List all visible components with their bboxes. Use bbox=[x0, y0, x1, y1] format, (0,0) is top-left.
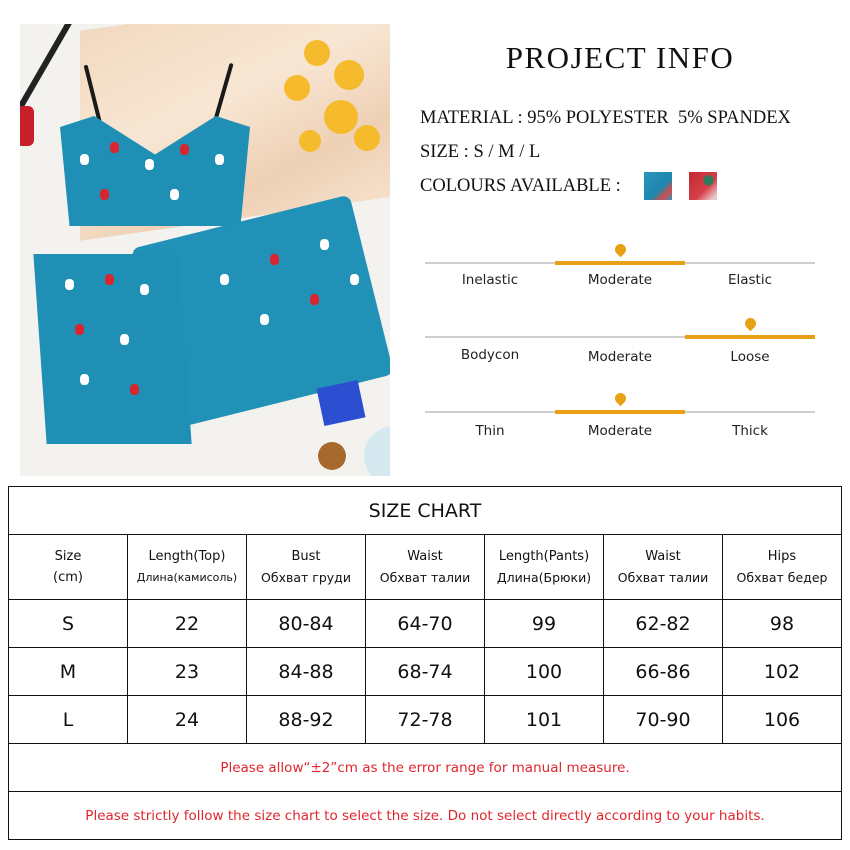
table-cell: M bbox=[9, 648, 128, 696]
table-cell: 62-82 bbox=[604, 600, 723, 648]
table-cell: 88-92 bbox=[247, 696, 366, 744]
measurement-error-note: Please allow“±2”cm as the error range for manual measure. bbox=[9, 744, 842, 792]
table-cell: 72-78 bbox=[366, 696, 485, 744]
location-pin-icon bbox=[613, 391, 629, 407]
size-chart bbox=[8, 486, 842, 840]
pinecone-decoration bbox=[318, 442, 346, 470]
scale-active-segment bbox=[685, 335, 815, 339]
table-cell: 100 bbox=[485, 648, 604, 696]
table-cell: 101 bbox=[485, 696, 604, 744]
table-cell: 64-70 bbox=[366, 600, 485, 648]
scale-active-segment bbox=[555, 261, 685, 265]
table-row-l bbox=[9, 696, 842, 744]
product-photo bbox=[20, 24, 390, 476]
fit-scale bbox=[425, 316, 815, 376]
scale-label: Inelastic bbox=[461, 272, 519, 288]
thickness-scale bbox=[425, 390, 815, 450]
size-label: SIZE : bbox=[420, 142, 474, 162]
table-cell: 66-86 bbox=[604, 648, 723, 696]
yellow-leaves-decoration bbox=[264, 30, 384, 180]
column-header-size: Size (cm) bbox=[9, 535, 128, 600]
project-info-title: PROJECT INFO bbox=[505, 40, 735, 75]
table-row-s bbox=[9, 600, 842, 648]
table-row-m bbox=[9, 648, 842, 696]
colour-swatch-blue[interactable] bbox=[644, 172, 672, 200]
column-header-length-top: Length(Top) Длина(камисоль) bbox=[128, 535, 247, 600]
table-header-row bbox=[9, 535, 842, 600]
table-cell: 24 bbox=[128, 696, 247, 744]
material-info bbox=[420, 108, 791, 129]
column-header-bust: Bust Обхват груди bbox=[247, 535, 366, 600]
column-header-waist-pants: Waist Обхват талии bbox=[604, 535, 723, 600]
scale-label: Thick bbox=[732, 423, 768, 439]
material-value: 95% POLYESTER 5% SPANDEX bbox=[527, 108, 791, 128]
table-cell: S bbox=[9, 600, 128, 648]
colour-swatch-red[interactable] bbox=[689, 172, 717, 200]
table-cell: 99 bbox=[485, 600, 604, 648]
column-header-waist-top: Waist Обхват талии bbox=[366, 535, 485, 600]
scale-label-selected: Loose bbox=[730, 349, 770, 365]
table-cell: 80-84 bbox=[247, 600, 366, 648]
table-cell: 68-74 bbox=[366, 648, 485, 696]
size-selection-note: Please strictly follow the size chart to select the size. Do not select directly according to your habits. bbox=[9, 792, 842, 840]
table-cell: 106 bbox=[723, 696, 842, 744]
santa-decoration bbox=[20, 106, 34, 146]
scale-label: Bodycon bbox=[460, 347, 520, 363]
location-pin-icon bbox=[613, 242, 629, 258]
size-chart-table bbox=[8, 486, 842, 840]
table-cell: L bbox=[9, 696, 128, 744]
table-cell: 102 bbox=[723, 648, 842, 696]
scale-label: Elastic bbox=[727, 272, 773, 288]
table-cell: 23 bbox=[128, 648, 247, 696]
table-cell: 84-88 bbox=[247, 648, 366, 696]
elasticity-scale bbox=[425, 240, 815, 300]
gift-box-decoration bbox=[317, 380, 366, 426]
plate-decoration bbox=[364, 426, 390, 476]
table-cell: 98 bbox=[723, 600, 842, 648]
table-cell: 70-90 bbox=[604, 696, 723, 744]
scale-label: Thin bbox=[475, 423, 505, 439]
size-info bbox=[420, 142, 540, 163]
scale-active-segment bbox=[555, 410, 685, 414]
size-value: S / M / L bbox=[473, 142, 541, 162]
scale-label-selected: Moderate bbox=[587, 272, 653, 288]
scale-label: Moderate bbox=[587, 349, 653, 365]
size-chart-title: SIZE CHART bbox=[9, 487, 842, 535]
scale-label-selected: Moderate bbox=[587, 423, 653, 439]
table-cell: 22 bbox=[128, 600, 247, 648]
column-header-length-pants: Length(Pants) Длина(Брюки) bbox=[485, 535, 604, 600]
material-label: MATERIAL : bbox=[420, 108, 528, 128]
column-header-hips: Hips Обхват бедер bbox=[723, 535, 842, 600]
colours-label: COLOURS AVAILABLE : bbox=[420, 176, 621, 196]
location-pin-icon bbox=[743, 316, 759, 332]
